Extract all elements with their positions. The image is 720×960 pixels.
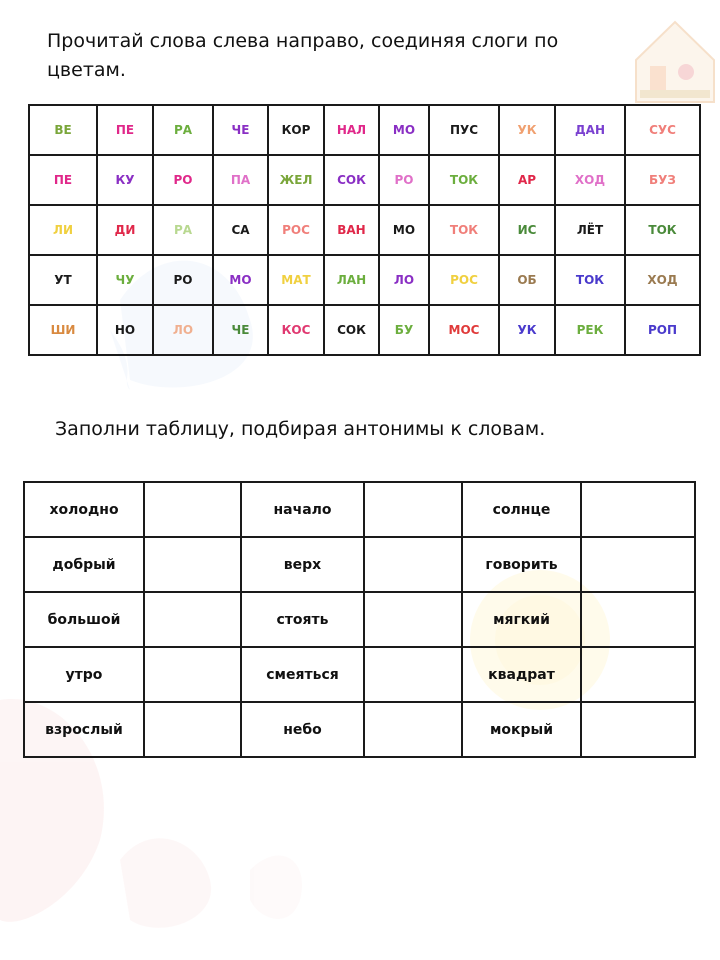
syllable-row	[29, 155, 700, 205]
syllable-cell: ЧЕ	[213, 305, 268, 355]
antonym-word: холодно	[24, 482, 144, 537]
antonym-word: верх	[241, 537, 364, 592]
syllable-cell: ТОК	[555, 255, 625, 305]
syllable-cell: СА	[213, 205, 268, 255]
antonym-answer-cell[interactable]	[364, 702, 462, 757]
syllable-cell: РА	[153, 105, 213, 155]
instruction-antonyms: Заполни таблицу, подбирая антонимы к словам.	[55, 418, 546, 440]
syllable-cell: СУС	[625, 105, 700, 155]
antonym-answer-cell[interactable]	[581, 537, 695, 592]
antonym-row	[24, 482, 695, 537]
antonym-word: большой	[24, 592, 144, 647]
syllable-cell: ОБ	[499, 255, 555, 305]
syllable-row	[29, 205, 700, 255]
syllable-row	[29, 105, 700, 155]
syllable-cell: РОС	[429, 255, 499, 305]
antonym-table	[23, 481, 696, 758]
syllable-cell: ЛЁТ	[555, 205, 625, 255]
syllable-cell: РЕК	[555, 305, 625, 355]
syllable-cell: БУ	[379, 305, 429, 355]
syllable-cell: ИС	[499, 205, 555, 255]
syllable-cell: ТОК	[625, 205, 700, 255]
antonym-word: мокрый	[462, 702, 581, 757]
syllable-cell: РО	[379, 155, 429, 205]
syllable-cell: ЛИ	[29, 205, 97, 255]
syllable-cell: МО	[213, 255, 268, 305]
syllable-cell: ТОК	[429, 205, 499, 255]
syllable-cell: УК	[499, 105, 555, 155]
syllable-cell: СОК	[324, 305, 379, 355]
syllable-cell: АР	[499, 155, 555, 205]
antonym-answer-cell[interactable]	[144, 537, 241, 592]
antonym-row	[24, 537, 695, 592]
antonym-word: взрослый	[24, 702, 144, 757]
syllable-cell: ЛО	[153, 305, 213, 355]
antonym-answer-cell[interactable]	[364, 592, 462, 647]
antonym-row	[24, 702, 695, 757]
syllable-cell: ВАН	[324, 205, 379, 255]
syllable-cell: ЛАН	[324, 255, 379, 305]
syllable-cell: ПА	[213, 155, 268, 205]
syllable-cell: МО	[379, 205, 429, 255]
antonym-answer-cell[interactable]	[144, 482, 241, 537]
syllable-cell: СОК	[324, 155, 379, 205]
antonym-answer-cell[interactable]	[364, 647, 462, 702]
house-logo-icon	[636, 22, 714, 102]
syllable-cell: УК	[499, 305, 555, 355]
syllable-cell: НО	[97, 305, 153, 355]
antonym-row	[24, 592, 695, 647]
syllable-cell: КОС	[268, 305, 324, 355]
antonym-answer-cell[interactable]	[581, 702, 695, 757]
antonym-answer-cell[interactable]	[144, 592, 241, 647]
instruction-syllables: Прочитай слова слева направо, соединяя слоги по цветам.	[47, 30, 559, 81]
syllable-cell: БУЗ	[625, 155, 700, 205]
antonym-answer-cell[interactable]	[581, 482, 695, 537]
antonym-word: утро	[24, 647, 144, 702]
syllable-cell: ХОД	[555, 155, 625, 205]
syllable-cell: ШИ	[29, 305, 97, 355]
antonym-word: добрый	[24, 537, 144, 592]
antonym-answer-cell[interactable]	[364, 537, 462, 592]
antonym-answer-cell[interactable]	[581, 592, 695, 647]
syllable-cell: ТОК	[429, 155, 499, 205]
syllable-row	[29, 305, 700, 355]
antonym-answer-cell[interactable]	[364, 482, 462, 537]
syllable-cell: ЧУ	[97, 255, 153, 305]
syllable-cell: КУ	[97, 155, 153, 205]
syllable-cell: ВЕ	[29, 105, 97, 155]
antonym-word: говорить	[462, 537, 581, 592]
antonym-answer-cell[interactable]	[581, 647, 695, 702]
antonym-answer-cell[interactable]	[144, 702, 241, 757]
antonym-answer-cell[interactable]	[144, 647, 241, 702]
antonym-word: небо	[241, 702, 364, 757]
syllable-cell: ПЕ	[29, 155, 97, 205]
antonym-word: начало	[241, 482, 364, 537]
syllable-cell: КОР	[268, 105, 324, 155]
syllable-cell: ПУС	[429, 105, 499, 155]
syllable-cell: ЛО	[379, 255, 429, 305]
syllable-cell: РОП	[625, 305, 700, 355]
syllable-cell: ПЕ	[97, 105, 153, 155]
antonym-word: стоять	[241, 592, 364, 647]
syllable-cell: РА	[153, 205, 213, 255]
syllable-cell: НАЛ	[324, 105, 379, 155]
syllable-cell: ДИ	[97, 205, 153, 255]
antonym-word: смеяться	[241, 647, 364, 702]
syllable-cell: РОС	[268, 205, 324, 255]
syllable-cell: РО	[153, 255, 213, 305]
antonym-word: солнце	[462, 482, 581, 537]
antonym-word: мягкий	[462, 592, 581, 647]
antonym-row	[24, 647, 695, 702]
syllable-cell: РО	[153, 155, 213, 205]
syllable-cell: МОС	[429, 305, 499, 355]
syllable-cell: ХОД	[625, 255, 700, 305]
antonym-word: квадрат	[462, 647, 581, 702]
syllable-cell: ДАН	[555, 105, 625, 155]
syllable-row	[29, 255, 700, 305]
syllable-cell: УТ	[29, 255, 97, 305]
syllable-cell: ЖЕЛ	[268, 155, 324, 205]
syllable-cell: МАТ	[268, 255, 324, 305]
syllable-table	[28, 104, 701, 356]
syllable-cell: МО	[379, 105, 429, 155]
syllable-cell: ЧЕ	[213, 105, 268, 155]
